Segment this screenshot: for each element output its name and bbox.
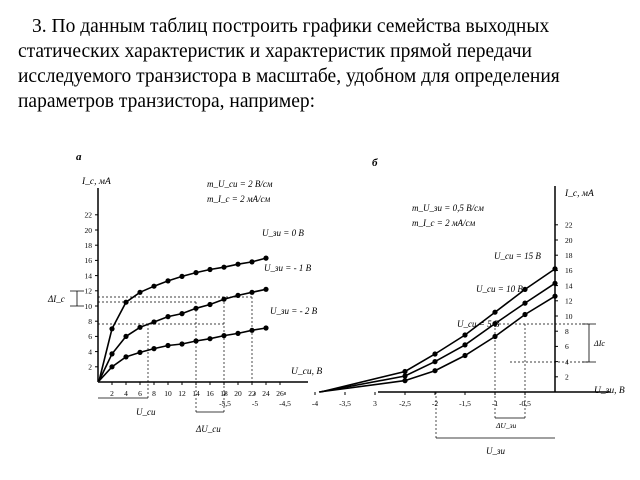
a-data-point xyxy=(263,256,268,261)
a-data-point xyxy=(235,331,240,336)
b-data-point xyxy=(522,312,527,317)
b-data-point xyxy=(432,368,437,373)
a-data-point xyxy=(151,346,156,351)
a-x-tick-label: 20 xyxy=(234,389,242,398)
a-x-tick-label: 14 xyxy=(192,389,200,398)
a-data-point xyxy=(123,354,128,359)
b-data-point xyxy=(522,301,527,306)
b-data-point xyxy=(552,281,557,286)
a-y-tick-label: 2 xyxy=(88,362,92,372)
b-x-tick-label: 3 xyxy=(373,399,377,408)
a-data-point xyxy=(151,284,156,289)
b-y-tick-label: 4 xyxy=(565,357,569,367)
a-y-tick-label: 10 xyxy=(84,301,92,311)
panel-a-ticks xyxy=(85,211,285,398)
a-data-point xyxy=(179,341,184,346)
panel-a-series-label-0: U_зи = 0 В xyxy=(262,228,304,238)
a-x-tick-label: 12 xyxy=(178,389,186,398)
b-x-tick-label: -3,5 xyxy=(339,399,351,408)
panel-b-u-label: U_зи xyxy=(486,446,506,456)
panel-a-series-label-1: U_зи = - 1 В xyxy=(264,263,312,273)
panel-a-x-axis-label: U_си, В xyxy=(291,367,323,377)
panel-a-y-axis-label: I_с, мА xyxy=(82,177,111,187)
b-x-tick-label: -5,5 xyxy=(219,399,231,408)
a-x-tick-label: 16 xyxy=(206,389,214,398)
b-data-point xyxy=(552,266,557,271)
a-x-tick-label: 4 xyxy=(124,389,128,398)
panel-a-scale-u: m_U_си = 2 В/см xyxy=(207,179,273,189)
b-y-tick-label: 16 xyxy=(565,266,573,276)
b-y-tick-label: 12 xyxy=(565,296,573,306)
a-x-tick-label: 18 xyxy=(220,389,228,398)
a-data-point xyxy=(263,287,268,292)
b-y-tick-label: 22 xyxy=(565,220,573,230)
a-data-point xyxy=(221,265,226,270)
a-data-point xyxy=(179,311,184,316)
b-y-tick-label: 20 xyxy=(565,235,573,245)
b-data-point xyxy=(522,287,527,292)
a-data-point xyxy=(165,314,170,319)
panel-b-series-label-1: U_си = 10 В xyxy=(476,284,523,294)
b-y-tick-label: 6 xyxy=(565,342,569,352)
b-data-point xyxy=(402,373,407,378)
b-y-tick-label: 2 xyxy=(565,372,569,382)
a-data-point xyxy=(179,274,184,279)
b-data-point xyxy=(462,353,467,358)
a-x-tick-label: 22 xyxy=(248,389,256,398)
panel-a-series-label-2: U_зи = - 2 В xyxy=(270,306,318,316)
panel-a-construction-lines xyxy=(98,297,252,412)
b-x-tick-label: -2 xyxy=(431,399,439,408)
b-data-point xyxy=(462,342,467,347)
b-y-tick-label: 18 xyxy=(565,251,573,260)
panel-b-label: б xyxy=(372,157,378,169)
a-y-tick-label: 16 xyxy=(84,256,92,266)
b-data-point xyxy=(402,378,407,383)
b-data-point xyxy=(462,332,467,337)
a-y-tick-label: 20 xyxy=(84,225,92,235)
b-x-tick-label: -2,5 xyxy=(399,399,411,408)
a-data-point xyxy=(207,302,212,307)
b-x-tick-label: -1,5 xyxy=(459,399,471,408)
b-data-point xyxy=(492,310,497,315)
a-x-tick-label: 26 xyxy=(276,389,284,398)
panel-b-scale-u: m_U_зи = 0,5 В/см xyxy=(412,203,484,213)
panel-b-scale-i: m_I_с = 2 мА/см xyxy=(412,218,476,228)
a-data-point xyxy=(249,259,254,264)
a-y-tick-label: 4 xyxy=(88,347,92,357)
figure-transistor-characteristics xyxy=(0,140,640,480)
panel-a-delta-i-bracket xyxy=(70,291,84,306)
a-data-point xyxy=(109,364,114,369)
b-data-point xyxy=(402,369,407,374)
panel-b-series-label-0: U_си = 15 В xyxy=(494,251,541,261)
panel-b-series-label-2: U_си = 5 В xyxy=(457,319,500,329)
b-x-tick-label: -0,5 xyxy=(519,399,531,408)
a-x-tick-label: 6 xyxy=(138,389,142,398)
a-y-tick-label: 22 xyxy=(84,210,92,220)
a-data-point xyxy=(165,278,170,283)
a-y-tick-label: 8 xyxy=(88,317,92,326)
a-x-tick-label: 24 xyxy=(262,389,270,398)
panel-a-label: а xyxy=(76,151,82,163)
a-x-tick-label: 2 xyxy=(110,389,114,398)
panel-a-delta-i-label: ΔI_с xyxy=(48,294,65,304)
panel-b-y-axis-label: I_с, мА xyxy=(565,189,594,199)
panel-a-scale-i: m_I_с = 2 мА/см xyxy=(207,194,271,204)
a-data-point xyxy=(137,290,142,295)
b-data-point xyxy=(552,294,557,299)
a-y-tick-label: 18 xyxy=(84,241,92,250)
b-x-tick-label: -5 xyxy=(251,399,259,408)
a-data-point xyxy=(137,325,142,330)
b-y-tick-label: 14 xyxy=(565,281,573,291)
b-series-line xyxy=(320,283,555,392)
b-x-tick-label: -4,5 xyxy=(279,399,291,408)
panel-b-delta-i-label: ΔIс xyxy=(594,339,605,348)
a-x-tick-label: 8 xyxy=(152,389,156,398)
panel-b-delta-u-label: ΔU_зи xyxy=(496,421,517,430)
panel-b-x-axis-label: U_зи, В xyxy=(594,386,625,396)
a-data-point xyxy=(109,326,114,331)
b-x-tick-label: -4 xyxy=(311,399,319,408)
b-x-tick-label: -1 xyxy=(491,399,499,408)
a-data-point xyxy=(137,350,142,355)
a-data-point xyxy=(123,334,128,339)
a-y-tick-label: 6 xyxy=(88,332,92,342)
a-data-point xyxy=(249,290,254,295)
b-y-tick-label: 8 xyxy=(565,327,569,336)
panel-a xyxy=(47,151,322,434)
a-y-tick-label: 12 xyxy=(84,286,92,296)
instruction-text: 3. По данным таблиц построить графики семейства выходных статических характеристик и характеристик прямой передачи исследуемого транзистора в масштабе, удобном для определения параметров транзистора, например: xyxy=(18,16,560,112)
panel-a-u-label: U_си xyxy=(136,407,156,417)
b-y-tick-label: 10 xyxy=(565,311,573,321)
panel-a-delta-u-label: ΔU_си xyxy=(196,424,221,434)
a-data-point xyxy=(109,351,114,356)
a-data-point xyxy=(193,270,198,275)
a-x-tick-label: 10 xyxy=(164,389,172,398)
b-data-point xyxy=(432,351,437,356)
a-data-point xyxy=(221,297,226,302)
a-data-point xyxy=(207,267,212,272)
a-data-point xyxy=(263,325,268,330)
b-series-line xyxy=(319,296,555,392)
b-data-point xyxy=(432,359,437,364)
a-data-point xyxy=(207,336,212,341)
a-data-point xyxy=(165,343,170,348)
a-data-point xyxy=(235,262,240,267)
a-y-tick-label: 14 xyxy=(84,271,92,281)
panel-a-curves xyxy=(99,256,269,382)
